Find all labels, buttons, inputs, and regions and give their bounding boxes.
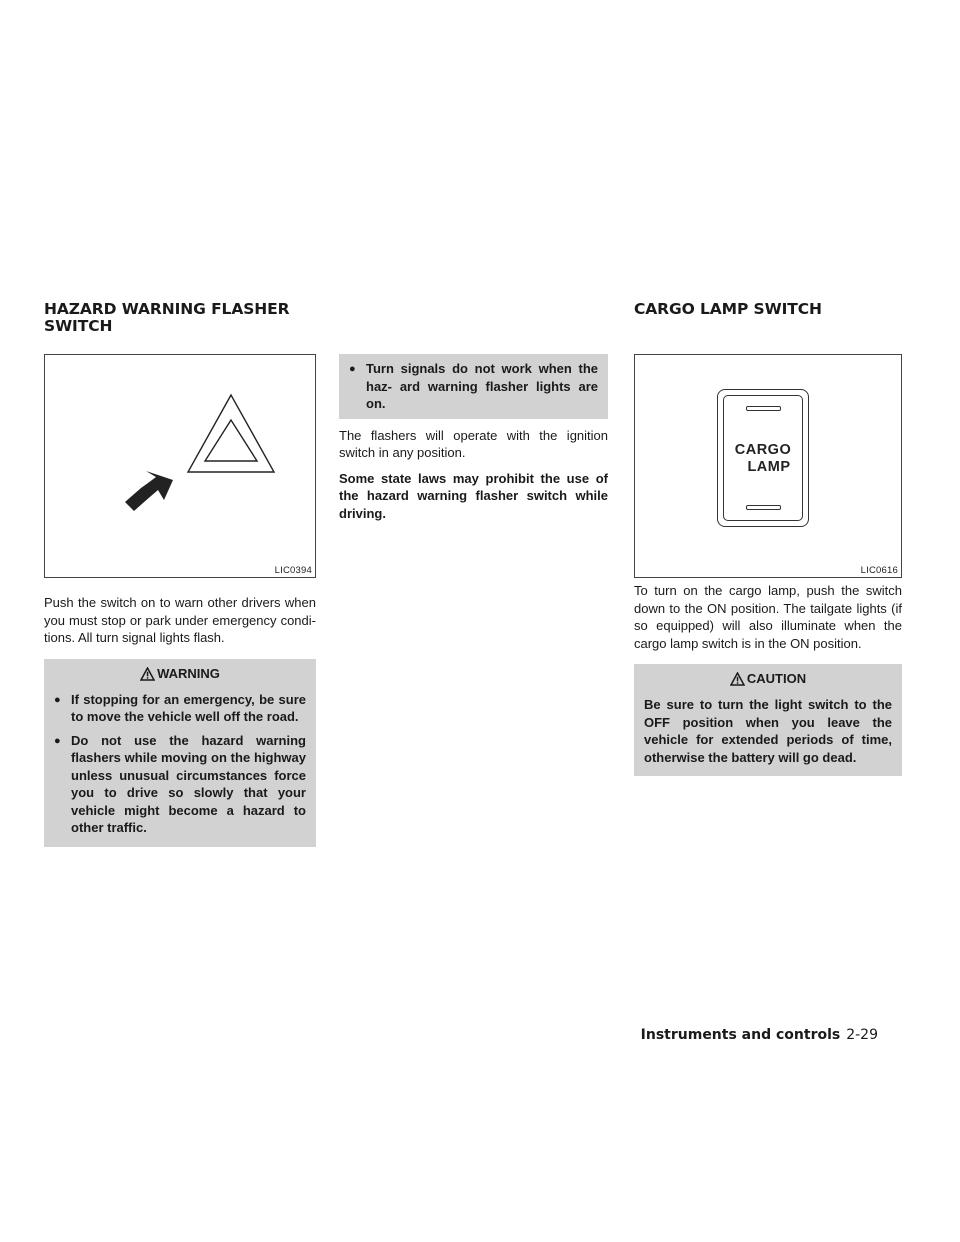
middle-column xyxy=(339,354,608,530)
warning-item xyxy=(54,732,306,837)
cargo-lamp-instructions: To turn on the cargo lamp, push the switch down to the ON position. The tailgate lights (if so equipped) will also illuminate when the cargo lamp switch is in the ON position. xyxy=(634,583,902,651)
page-footer xyxy=(641,1027,878,1043)
right-column xyxy=(634,582,902,776)
warning-item xyxy=(349,360,598,413)
caution-header xyxy=(644,670,892,688)
figure-id-lic0616: LIC0616 xyxy=(860,565,898,576)
bullet-icon: ● xyxy=(54,734,61,747)
left-column xyxy=(44,594,316,847)
warning-item xyxy=(54,691,306,726)
switch-label-lamp: LAMP xyxy=(747,459,791,475)
hazard-switch-figure xyxy=(44,354,316,578)
footer-section-name: Instruments and controls xyxy=(640,1027,841,1043)
cargo-section-heading: CARGO LAMP SWITCH xyxy=(634,300,822,318)
caution-title: CAUTION xyxy=(746,671,807,687)
warning-item-text: Turn signals do not work when the haz- ard warning flasher lights are on. xyxy=(366,361,598,411)
caution-icon xyxy=(730,672,745,686)
warning-item-text: Do not use the hazard warning flashers while moving on the highway unless unusual circumstances force you to drive so slowly that your vehicle might become a hazard to other traffic. xyxy=(71,732,306,835)
hazard-section-heading: HAZARD WARNING FLASHER SWITCH xyxy=(44,300,290,335)
caution-text: Be sure to turn the light switch to the OFF position when you leave the vehicle for extended periods of time, otherwise the battery will go dead. xyxy=(644,697,892,765)
press-arrow-icon xyxy=(45,355,315,577)
caution-box xyxy=(634,664,902,776)
warning-title: WARNING xyxy=(157,665,220,681)
flashers-ignition-text: The flashers will operate with the ignition switch in any position. xyxy=(339,427,608,460)
page-number: 2-29 xyxy=(846,1027,878,1043)
switch-indicator-top xyxy=(746,406,781,411)
cargo-lamp-switch xyxy=(717,389,809,527)
warning-item-text: If stopping for an emergency, be sure to move the vehicle well off the road. xyxy=(71,691,306,724)
switch-indicator-bottom xyxy=(746,505,781,510)
bullet-icon: ● xyxy=(54,693,61,706)
switch-label-cargo: CARGO xyxy=(734,442,792,458)
figure-id-lic0394: LIC0394 xyxy=(274,565,312,576)
hazard-intro-text: Push the switch on to warn other drivers when you must stop or park under emergency condi- tions. All turn signal lights flash. xyxy=(44,595,316,645)
state-laws-text: Some state laws may prohibit the use of the hazard warning flasher switch while driving. xyxy=(339,470,608,521)
warning-box xyxy=(44,659,316,847)
cargo-lamp-switch-figure xyxy=(634,354,902,578)
warning-box-continued xyxy=(339,354,608,419)
bullet-icon: ● xyxy=(349,363,356,375)
warning-icon xyxy=(140,667,155,681)
warning-header xyxy=(54,665,306,683)
